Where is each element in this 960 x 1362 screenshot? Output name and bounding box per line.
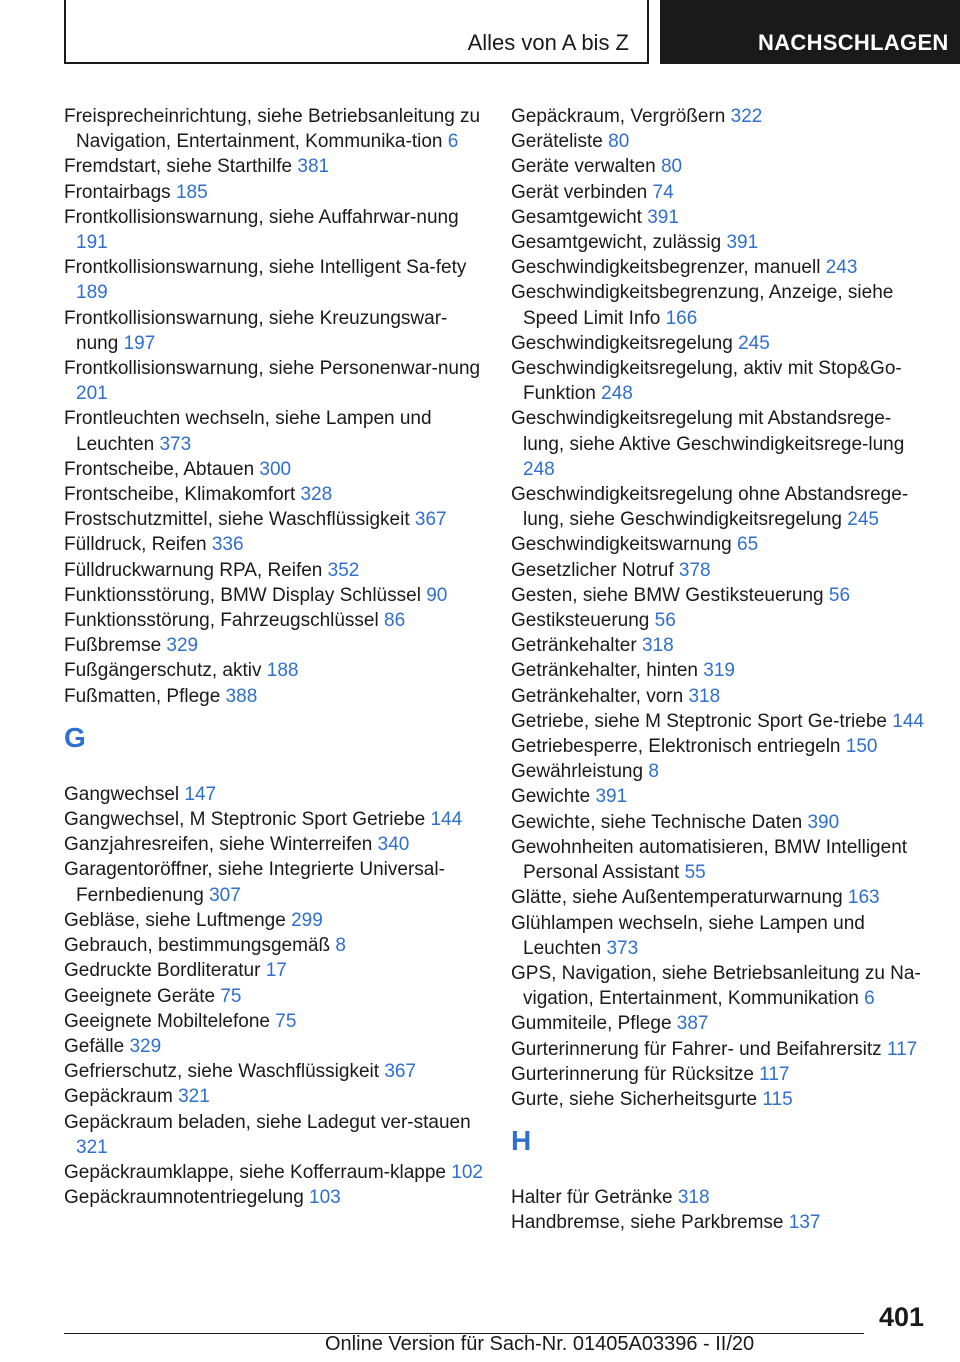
index-entry-term: Geräteliste (511, 131, 603, 153)
index-page-link[interactable]: 243 (825, 257, 858, 279)
index-entry (511, 1185, 931, 1210)
index-page-link[interactable]: 318 (641, 635, 674, 657)
index-entry-term: Geräte verwalten (511, 156, 656, 178)
index-page-link[interactable]: 307 (209, 884, 241, 906)
index-entry-term: Frontairbags (64, 181, 171, 203)
index-entry (64, 205, 484, 255)
index-entry-term: Gesetzlicher Notruf (511, 559, 674, 581)
index-page-link[interactable]: 56 (654, 610, 676, 632)
index-page-link[interactable]: 329 (166, 635, 199, 657)
index-entry-term: Gebrauch, bestimmungsgemäß (64, 935, 331, 957)
index-entry-term: Freisprecheinrichtung, siehe Betriebsanleitung zu Navigation, Entertainment, Kommunika‐tion (64, 106, 481, 153)
index-entry-term: Gesamtgewicht, zulässig (511, 232, 722, 254)
index-entry-term: Geschwindigkeitsregelung mit Abstandsrege‐lung, siehe Aktive Geschwindigkeitsrege‐lung (511, 408, 905, 455)
index-entry (511, 1011, 931, 1036)
index-entry-term: Geeignete Geräte (64, 985, 216, 1007)
index-entry-term: Geschwindigkeitsregelung, aktiv mit Stop&Go-Funktion (511, 358, 902, 405)
index-page-link[interactable]: 115 (762, 1088, 793, 1110)
index-entry-term: Fülldruckwarnung RPA, Reifen (64, 559, 323, 581)
index-page-link[interactable]: 80 (608, 131, 630, 153)
index-page-link[interactable]: 75 (220, 985, 242, 1007)
online-version-note: Online Version für Sach-Nr. 01405A03396 - II/20 (325, 1333, 755, 1355)
index-entry (64, 558, 484, 583)
index-entry (511, 835, 931, 885)
index-page-link[interactable]: 6 (447, 131, 459, 153)
index-entry (511, 583, 931, 608)
index-entry-term: Garagentoröffner, siehe Integrierte Universal‐Fernbedienung (64, 859, 445, 906)
index-entry (511, 356, 931, 406)
index-letter-heading: G (64, 721, 86, 753)
index-entry (511, 154, 931, 179)
index-page-link[interactable]: 144 (430, 809, 463, 831)
index-entry (64, 857, 484, 907)
index-entry (511, 633, 931, 658)
index-entry (64, 608, 484, 633)
index-entry (511, 532, 931, 557)
index-page-link[interactable]: 201 (76, 383, 108, 405)
index-letter-heading: H (511, 1125, 532, 1157)
index-page-link[interactable]: 381 (297, 156, 330, 178)
index-entry-term: Gewichte (511, 786, 591, 808)
index-entry (64, 104, 484, 154)
index-page-link[interactable]: 56 (828, 584, 851, 606)
index-entry-term: Fußgängerschutz, aktiv (64, 660, 262, 682)
section-title: Alles von A bis Z (467, 30, 629, 55)
index-entry (64, 633, 484, 658)
index-entry-term: Fußmatten, Pflege (64, 685, 221, 707)
index-page-link[interactable]: 163 (847, 887, 880, 909)
index-entry-term: Funktionsstörung, BMW Display Schlüssel (64, 584, 421, 606)
index-column-left (64, 104, 484, 1210)
index-entry-term: Glätte, siehe Außentemperaturwarnung (511, 887, 843, 909)
index-entry (511, 129, 931, 154)
index-entry (64, 457, 484, 482)
index-entry-term: Geeignete Mobiltelefone (64, 1010, 270, 1032)
index-page-link[interactable]: 367 (384, 1061, 417, 1083)
index-entry (511, 810, 931, 835)
chapter-tab-label: NACHSCHLAGEN (758, 30, 949, 55)
index-page-link[interactable]: 137 (788, 1212, 821, 1234)
index-entry (511, 406, 931, 482)
index-entry-term: Gefrierschutz, siehe Waschflüssigkeit (64, 1061, 380, 1083)
index-entry-term: Fußbremse (64, 635, 162, 657)
index-page-link[interactable]: 191 (76, 232, 108, 254)
index-entry (64, 406, 484, 456)
index-page-link[interactable]: 245 (738, 332, 770, 354)
index-entry-term: Gesten, siehe BMW Gestiksteuerung (511, 584, 824, 606)
index-entry-term: Getriebe, siehe M Steptronic Sport Ge‐triebe (511, 710, 887, 732)
page-number: 401 (878, 1302, 924, 1332)
index-entry (511, 1087, 931, 1112)
index-entry-term: Gangwechsel (64, 783, 180, 805)
index-page-link[interactable]: 322 (730, 106, 763, 127)
index-entry (511, 961, 931, 1011)
index-entry (64, 684, 484, 709)
index-page-link[interactable]: 378 (678, 559, 711, 581)
index-entry (64, 532, 484, 557)
index-entry-term: Geschwindigkeitswarnung (511, 534, 732, 556)
index-page-link[interactable]: 185 (175, 181, 208, 203)
index-entry-term: Frontkollisionswarnung, siehe Intelligent Sa‐fety (64, 257, 467, 279)
index-page-link[interactable]: 90 (426, 584, 448, 606)
index-page-link[interactable]: 391 (726, 232, 759, 254)
index-entry-term: Gewichte, siehe Technische Daten (511, 811, 803, 833)
index-page-link[interactable]: 65 (737, 534, 759, 556)
index-entry-term: Fremdstart, siehe Starthilfe (64, 156, 293, 178)
index-entry (511, 759, 931, 784)
index-entry-term: Frontkollisionswarnung, siehe Kreuzungswar‐nung (64, 307, 448, 354)
index-entry (64, 807, 484, 832)
index-entry-term: Gesamtgewicht (511, 206, 642, 228)
index-entry (64, 306, 484, 356)
index-entry-term: Gangwechsel, M Steptronic Sport Getriebe (64, 809, 426, 831)
index-entry (64, 154, 484, 179)
index-page-link[interactable]: 367 (414, 509, 447, 531)
index-entry-term: Frontkollisionswarnung, siehe Auffahrwar‐nung (64, 206, 459, 228)
index-page-link[interactable]: 390 (807, 811, 840, 833)
index-entry (511, 255, 931, 280)
index-entry-term: Geschwindigkeitsbegrenzung, Anzeige, siehe Speed Limit Info (511, 282, 894, 329)
index-page-link[interactable]: 321 (76, 1136, 108, 1158)
index-page-link[interactable]: 352 (327, 559, 360, 581)
index-entry (64, 583, 484, 608)
index-entry (511, 205, 931, 230)
index-entry-term: Gurterinnerung für Fahrer- und Beifahrersitz (511, 1038, 882, 1060)
index-page-link[interactable]: 391 (647, 206, 679, 228)
index-entry (64, 1110, 484, 1160)
chapter-tab (660, 0, 960, 64)
index-page-link[interactable]: 328 (300, 484, 333, 506)
index-entry-term: Gepäckraum beladen, siehe Ladegut ver‐stauen (64, 1111, 471, 1133)
index-page-link[interactable]: 80 (660, 156, 683, 178)
index-page-link[interactable]: 8 (335, 935, 346, 957)
index-page-link[interactable]: 321 (178, 1086, 210, 1108)
index-entry-term: Geschwindigkeitsregelung ohne Abstandsrege‐lung, siehe Geschwindigkeitsregelung (511, 484, 909, 531)
index-page-link[interactable]: 391 (595, 786, 628, 808)
index-entry (511, 885, 931, 910)
index-entry (511, 684, 931, 709)
index-entry (64, 255, 484, 305)
index-entry (64, 180, 484, 205)
index-entry-term: Getränkehalter (511, 635, 637, 657)
index-entry (511, 280, 931, 330)
index-entry-term: Funktionsstörung, Fahrzeugschlüssel (64, 610, 379, 632)
index-page-link[interactable]: 340 (377, 834, 410, 856)
index-entry (64, 356, 484, 406)
index-entry (64, 958, 484, 983)
index-entry (511, 558, 931, 583)
index-entry (511, 658, 931, 683)
index-entry-term: Gewohnheiten automatisieren, BMW Intelligent Personal Assistant (511, 836, 908, 884)
index-entry (64, 1009, 484, 1034)
index-entry-term: Gepäckraumklappe, siehe Kofferraum‐klappe (64, 1161, 446, 1183)
header-section-box (64, 0, 649, 64)
index-page-link[interactable]: 144 (892, 710, 924, 732)
index-entry (511, 784, 931, 809)
index-entry (511, 1062, 931, 1087)
index-entry-term: Gummiteile, Pflege (511, 1013, 672, 1035)
index-entry-term: Frontscheibe, Abtauen (64, 458, 255, 480)
index-entry (64, 1160, 484, 1185)
index-entry-term: Frontscheibe, Klimakomfort (64, 484, 296, 506)
index-entry (64, 908, 484, 933)
index-entry (64, 482, 484, 507)
index-entry (64, 507, 484, 532)
index-entry-term: Gepäckraum, Vergrößern (511, 106, 726, 127)
index-entry-term: Geschwindigkeitsbegrenzer, manuell (511, 257, 821, 279)
index-entry-term: Geschwindigkeitsregelung (511, 332, 733, 354)
index-page-link[interactable]: 6 (864, 988, 875, 1010)
index-entry-term: Getränkehalter, hinten (511, 660, 698, 682)
index-page-link[interactable]: 245 (847, 509, 879, 531)
index-page-link[interactable]: 55 (684, 862, 706, 884)
index-entry (64, 782, 484, 807)
index-page-link[interactable]: 147 (184, 783, 217, 805)
index-entry-term: Getränkehalter, vorn (511, 685, 684, 707)
index-page-link[interactable]: 373 (606, 937, 639, 959)
index-page-link[interactable]: 103 (309, 1187, 341, 1209)
index-entry-term: Gurte, siehe Sicherheitsgurte (511, 1088, 758, 1110)
index-page-link[interactable]: 17 (265, 960, 287, 982)
index-entry (64, 933, 484, 958)
index-page-link[interactable]: 8 (648, 761, 659, 783)
index-entry (64, 1084, 484, 1109)
index-entry (511, 482, 931, 532)
index-entry (64, 832, 484, 857)
index-entry-term: Gedruckte Bordliteratur (64, 960, 261, 982)
index-entry (64, 984, 484, 1009)
index-entry (511, 331, 931, 356)
index-entry-term: Handbremse, siehe Parkbremse (511, 1212, 784, 1234)
index-entry (64, 658, 484, 683)
index-page-link[interactable]: 188 (266, 660, 299, 682)
index-page-link[interactable]: 373 (159, 433, 192, 455)
index-page-link[interactable]: 75 (275, 1010, 297, 1032)
index-entry-term: Gepäckraumnotentriegelung (64, 1187, 304, 1209)
index-entry (64, 1185, 484, 1210)
index-page-link[interactable]: 387 (676, 1013, 709, 1035)
index-entry-term: Halter für Getränke (511, 1187, 673, 1209)
index-page-link[interactable]: 318 (688, 685, 721, 707)
index-page-link[interactable]: 102 (451, 1161, 483, 1183)
index-entry-term: Fülldruck, Reifen (64, 534, 207, 556)
index-entry-term: Gefälle (64, 1035, 125, 1057)
index-page-link[interactable]: 117 (759, 1063, 790, 1085)
index-entry-term: Frostschutzmittel, siehe Waschflüssigkeit (64, 509, 410, 531)
index-page-link[interactable]: 166 (665, 307, 698, 329)
index-entry (511, 104, 931, 129)
index-page-link[interactable]: 248 (601, 383, 633, 405)
index-entry-term: Gewährleistung (511, 761, 644, 783)
index-entry (511, 1037, 931, 1062)
index-entry-term: GPS, Navigation, siehe Betriebsanleitung zu Na‐vigation, Entertainment, Kommunikation (511, 962, 921, 1010)
index-page-link[interactable]: 319 (703, 660, 735, 682)
index-entry-term: Glühlampen wechseln, siehe Lampen und Leuchten (511, 912, 865, 959)
index-entry (64, 1034, 484, 1059)
index-entry-term: Getriebesperre, Elektronisch entriegeln (511, 736, 841, 758)
index-page-link[interactable]: 336 (211, 534, 244, 556)
index-entry (511, 180, 931, 205)
index-entry (511, 911, 931, 961)
index-entry-term: Gepäckraum (64, 1086, 173, 1108)
index-page-link[interactable]: 300 (259, 458, 292, 480)
index-column-right (511, 104, 931, 1236)
index-entry-term: Gurterinnerung für Rücksitze (511, 1063, 754, 1085)
index-page-link[interactable]: 299 (291, 909, 323, 931)
index-page-link[interactable]: 197 (123, 332, 156, 354)
index-page-link[interactable]: 150 (845, 736, 878, 758)
index-entry (511, 608, 931, 633)
index-page-link[interactable]: 189 (76, 282, 108, 304)
index-page-link[interactable]: 86 (384, 610, 406, 632)
index-page-link[interactable]: 329 (129, 1035, 162, 1057)
index-entry (64, 1059, 484, 1084)
index-page-link[interactable]: 388 (225, 685, 258, 707)
index-entry (511, 230, 931, 255)
index-page-link[interactable]: 117 (886, 1038, 918, 1060)
index-page-link[interactable]: 248 (523, 458, 555, 480)
index-entry (511, 734, 931, 759)
index-entry-term: Frontleuchten wechseln, siehe Lampen und Leuchten (64, 408, 432, 455)
index-entry-term: Gebläse, siehe Luftmenge (64, 909, 286, 931)
index-page-link[interactable]: 74 (652, 181, 674, 203)
index-entry-term: Frontkollisionswarnung, siehe Personenwar‐nung (64, 358, 481, 380)
index-page-link[interactable]: 318 (677, 1187, 710, 1209)
index-entry (511, 1210, 931, 1235)
index-entry-term: Ganzjahresreifen, siehe Winterreifen (64, 834, 373, 856)
index-entry-term: Gerät verbinden (511, 181, 648, 203)
index-entry-term: Gestiksteuerung (511, 610, 650, 632)
index-entry (511, 709, 931, 734)
